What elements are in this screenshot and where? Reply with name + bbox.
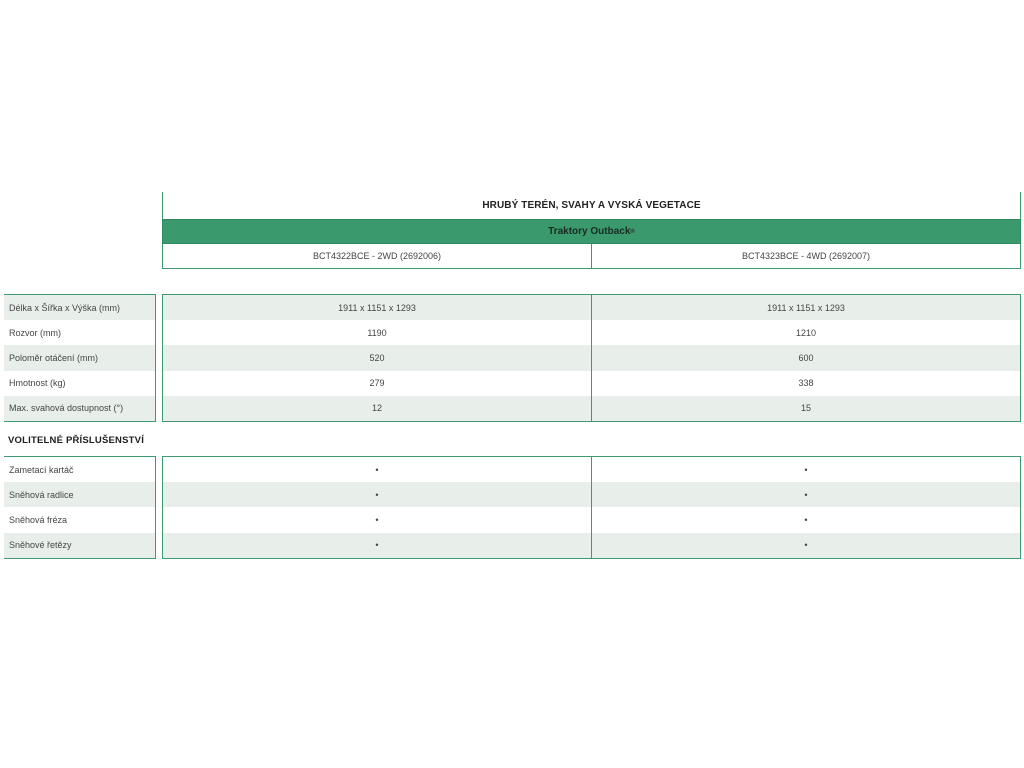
registered-mark: ®: [630, 228, 635, 235]
table-row: [163, 533, 1020, 558]
spec-label: Max. svahová dostupnost (°): [4, 396, 155, 421]
specs-table: [162, 294, 1021, 422]
model-header-row: [162, 244, 1021, 269]
table-row: [163, 345, 1020, 370]
model-4wd-header: BCT4323BCE - 4WD (2692007): [741, 251, 871, 261]
spec-value-2wd: 279: [163, 371, 592, 396]
spec-value-4wd: 1210: [795, 327, 817, 338]
availability-dot-2wd: •: [163, 533, 592, 558]
availability-dot-2wd: •: [163, 457, 592, 482]
accessories-table: [162, 456, 1021, 559]
product-line-text: Traktory Outback: [548, 226, 631, 237]
table-row: [163, 457, 1020, 482]
spec-value-4wd: 1911 x 1151 x 1293: [767, 302, 845, 313]
availability-dot-2wd: •: [163, 482, 592, 507]
spec-label: Poloměr otáčení (mm): [4, 345, 155, 370]
table-title: [162, 192, 1021, 219]
table-title-text: HRUBÝ TERÉN, SVAHY A VYSKÁ VEGETACE: [482, 200, 701, 211]
specs-label-column: [4, 294, 156, 422]
spec-label: Délka x Šířka x Výška (mm): [4, 295, 155, 320]
availability-dot-4wd: •: [804, 489, 808, 500]
spec-label: Rozvor (mm): [9, 327, 61, 338]
spec-value-2wd: 1190: [163, 320, 592, 345]
spec-value-2wd: 520: [163, 345, 592, 370]
spec-value-2wd: 12: [163, 396, 592, 421]
table-row: [163, 295, 1020, 320]
availability-dot-4wd: •: [804, 540, 808, 551]
accessory-label: Zametací kartáč: [9, 464, 74, 475]
table-row: [163, 482, 1020, 507]
spec-value-2wd: 1911 x 1151 x 1293: [163, 295, 592, 320]
accessories-heading: VOLITELNÉ PŘÍSLUŠENSTVÍ: [8, 434, 145, 446]
table-row: [163, 371, 1020, 396]
table-row: [163, 396, 1020, 421]
accessory-label: Sněhová radlice: [4, 482, 155, 507]
table-row: [163, 507, 1020, 532]
availability-dot-4wd: •: [804, 464, 808, 475]
spec-value-4wd: 338: [798, 378, 814, 389]
availability-dot-4wd: •: [804, 514, 808, 525]
table-row: [163, 320, 1020, 345]
spec-value-4wd: 15: [800, 403, 811, 414]
product-line-header: [162, 219, 1021, 244]
accessory-label: Sněhové řetězy: [4, 533, 155, 558]
spec-label: Hmotnost (kg): [9, 378, 66, 389]
model-2wd-header: BCT4322BCE - 2WD (2692006): [163, 244, 592, 268]
accessories-label-column: [4, 456, 156, 559]
accessory-label: Sněhová fréza: [9, 514, 68, 525]
availability-dot-2wd: •: [163, 507, 592, 532]
spec-value-4wd: 600: [798, 352, 814, 363]
